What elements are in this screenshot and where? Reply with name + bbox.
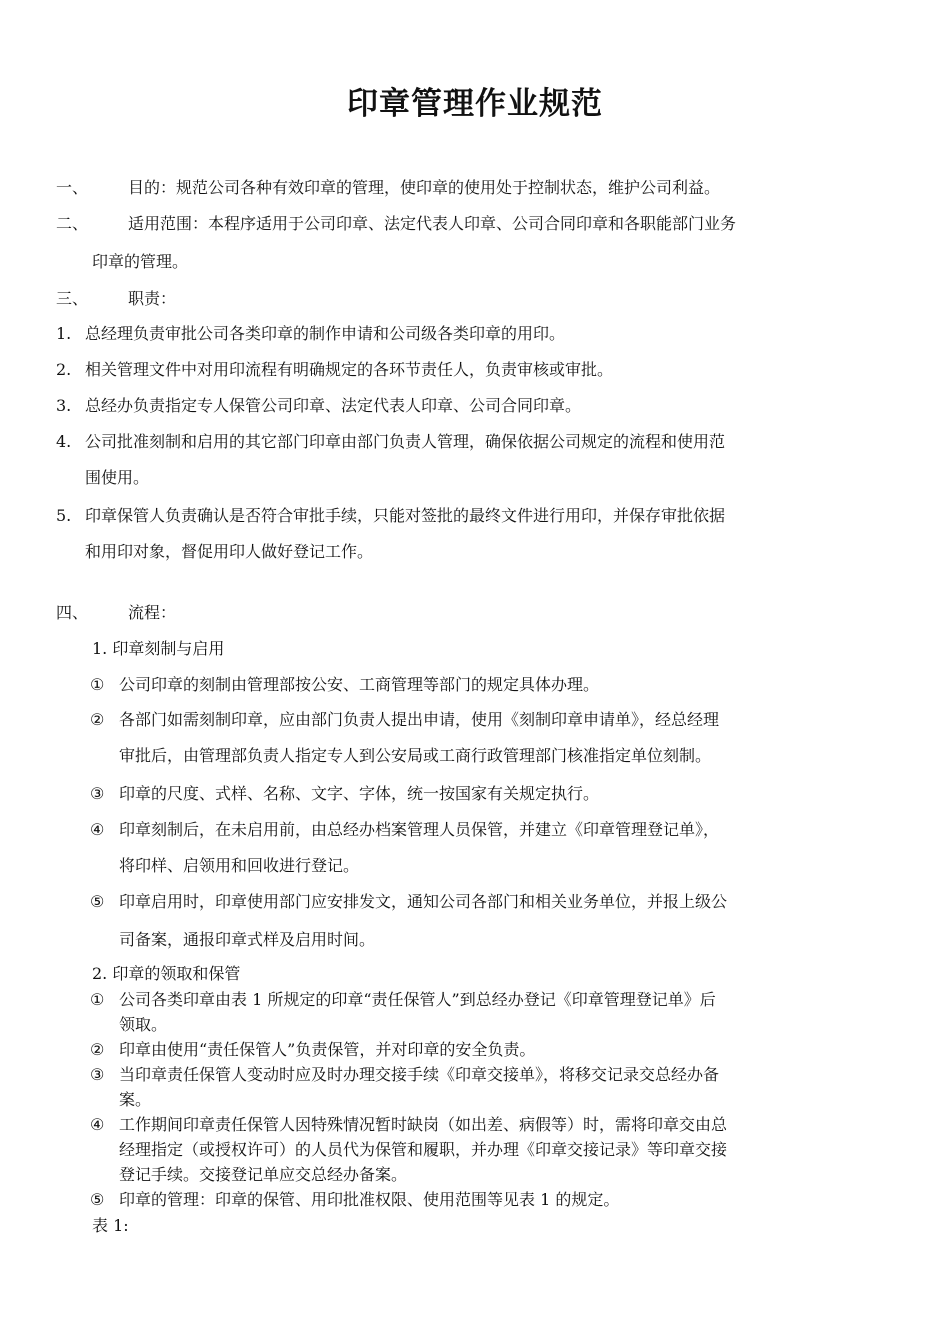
list-number: 1. bbox=[56, 324, 72, 343]
circled-number: ③ bbox=[90, 1065, 105, 1084]
circled-number: ④ bbox=[90, 1115, 105, 1134]
section-scope-text: 适用范围：本程序适用于公司印章、法定代表人印章、公司合同印章和各职能部门业务 bbox=[128, 214, 737, 233]
circled-number: ② bbox=[90, 1040, 105, 1059]
list-item: 公司各类印章由表 1 所规定的印章“责任保管人”到总经办登记《印章管理登记单》后 bbox=[119, 990, 716, 1009]
section-scope-text-cont: 印章的管理。 bbox=[92, 252, 189, 271]
list-item-cont: 经理指定（或授权许可）的人员代为保管和履职，并办理《印章交接记录》等印章交接 bbox=[119, 1140, 728, 1159]
list-number: 3. bbox=[56, 396, 72, 415]
list-number: 4. bbox=[56, 432, 72, 451]
list-item: 工作期间印章责任保管人因特殊情况暂时缺岗（如出差、病假等）时，需将印章交由总 bbox=[119, 1115, 728, 1134]
circled-number: ④ bbox=[90, 820, 105, 839]
section-number: 四、 bbox=[56, 603, 89, 622]
section-number: 一、 bbox=[56, 178, 89, 197]
document-title: 印章管理作业规范 bbox=[347, 86, 603, 122]
section-number: 三、 bbox=[56, 289, 89, 308]
list-item: 当印章责任保管人变动时应及时办理交接手续《印章交接单》，将移交记录交总经办备 bbox=[119, 1065, 720, 1084]
list-item-cont: 和用印对象，督促用印人做好登记工作。 bbox=[85, 542, 374, 561]
list-item-cont: 司备案，通报印章式样及启用时间。 bbox=[119, 930, 376, 949]
list-item: 印章刻制后，在未启用前，由总经办档案管理人员保管，并建立《印章管理登记单》， bbox=[119, 820, 720, 839]
list-item: 公司印章的刻制由管理部按公安、工商管理等部门的规定具体办理。 bbox=[119, 675, 600, 694]
circled-number: ② bbox=[90, 710, 105, 729]
list-item-cont: 围使用。 bbox=[85, 468, 150, 487]
list-item-cont: 案。 bbox=[119, 1090, 152, 1109]
list-item: 公司批准刻制和启用的其它部门印章由部门负责人管理，确保依据公司规定的流程和使用范 bbox=[85, 432, 726, 451]
section-number: 二、 bbox=[56, 214, 89, 233]
subsection-title: 1. 印章刻制与启用 bbox=[92, 639, 225, 658]
list-item: 印章启用时，印章使用部门应安排发文，通知公司各部门和相关业务单位，并报上级公 bbox=[119, 892, 728, 911]
list-item-cont: 审批后，由管理部负责人指定专人到公安局或工商行政管理部门核准指定单位刻制。 bbox=[119, 746, 712, 765]
list-item: 各部门如需刻制印章，应由部门负责人提出申请，使用《刻制印章申请单》，经总经理 bbox=[119, 710, 720, 729]
list-item: 印章由使用“责任保管人”负责保管，并对印章的安全负责。 bbox=[119, 1040, 536, 1059]
list-item: 印章的尺度、式样、名称、文字、字体，统一按国家有关规定执行。 bbox=[119, 784, 600, 803]
section-purpose-text: 目的：规范公司各种有效印章的管理，使印章的使用处于控制状态，维护公司利益。 bbox=[128, 178, 721, 197]
circled-number: ① bbox=[90, 675, 105, 694]
list-item-cont: 登记手续。交接登记单应交总经办备案。 bbox=[119, 1165, 408, 1184]
section-heading: 职责： bbox=[128, 289, 177, 308]
list-item: 印章的管理：印章的保管、用印批准权限、使用范围等见表 1 的规定。 bbox=[119, 1190, 620, 1209]
table-label: 表 1: bbox=[92, 1216, 129, 1235]
list-item-cont: 将印样、启领用和回收进行登记。 bbox=[119, 856, 360, 875]
circled-number: ⑤ bbox=[90, 892, 105, 911]
section-heading: 流程： bbox=[128, 603, 177, 622]
circled-number: ③ bbox=[90, 784, 105, 803]
subsection-title: 2. 印章的领取和保管 bbox=[92, 964, 241, 983]
list-item-cont: 领取。 bbox=[119, 1015, 168, 1034]
list-item: 总经办负责指定专人保管公司印章、法定代表人印章、公司合同印章。 bbox=[85, 396, 582, 415]
circled-number: ① bbox=[90, 990, 105, 1009]
circled-number: ⑤ bbox=[90, 1190, 105, 1209]
list-item: 印章保管人负责确认是否符合审批手续，只能对签批的最终文件进行用印，并保存审批依据 bbox=[85, 506, 726, 525]
list-number: 2. bbox=[56, 360, 72, 379]
list-item: 总经理负责审批公司各类印章的制作申请和公司级各类印章的用印。 bbox=[85, 324, 566, 343]
list-item: 相关管理文件中对用印流程有明确规定的各环节责任人，负责审核或审批。 bbox=[85, 360, 614, 379]
list-number: 5. bbox=[56, 506, 72, 525]
